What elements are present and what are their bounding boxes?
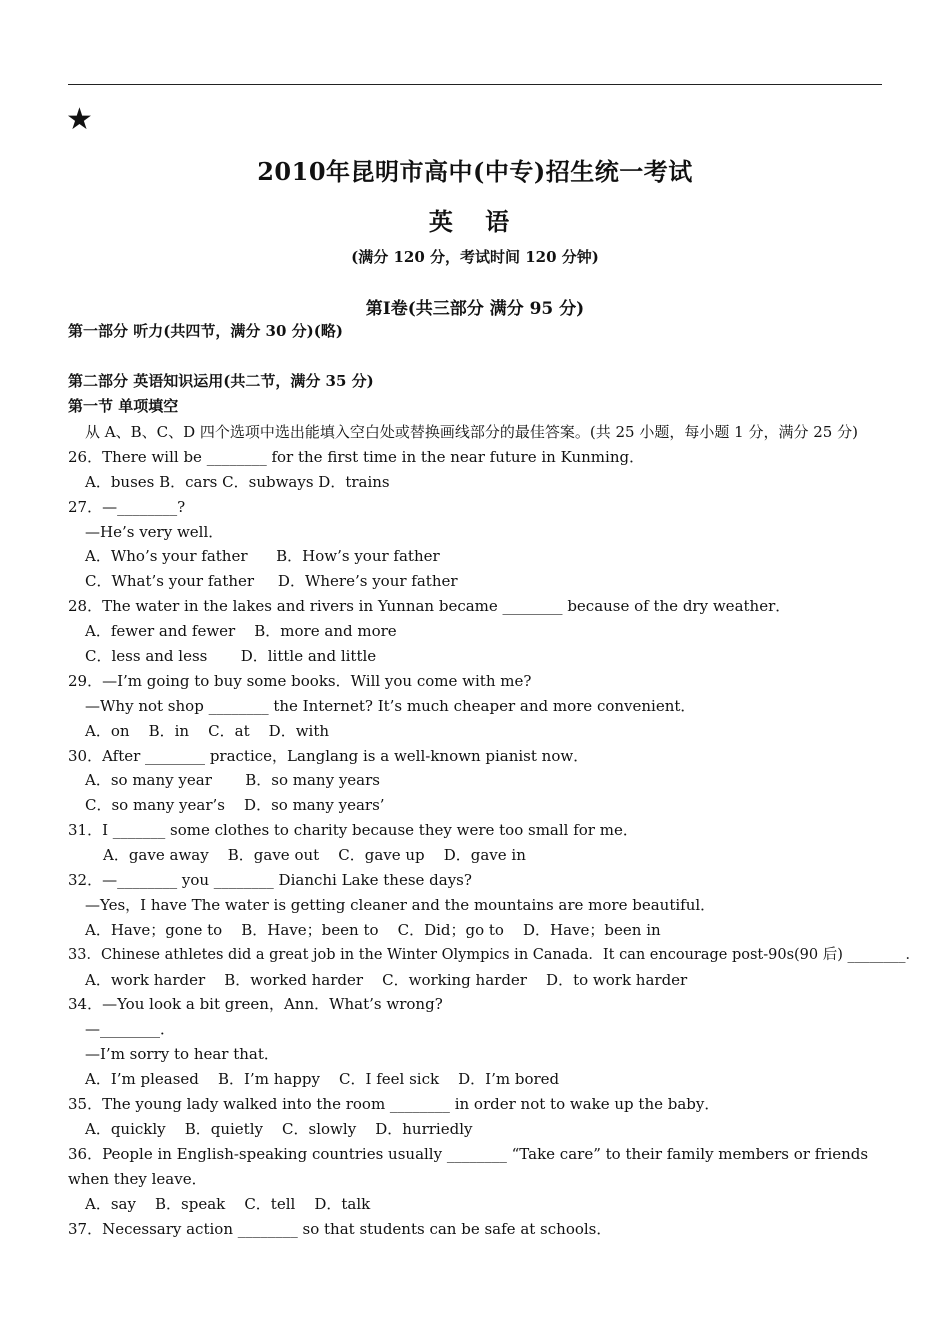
options-35: A．quickly B．quietly C．slowly D．hurriedly xyxy=(85,1119,473,1138)
exam-title: 2010年昆明市高中(中专)招生统一考试 xyxy=(257,157,693,186)
question-31: 31．I _______ some clothes to charity because they were too small for me． xyxy=(68,821,638,840)
dialogue-34-blank: —________． xyxy=(85,1020,176,1039)
options-28-ab: A．fewer and fewer B．more and more xyxy=(85,622,397,641)
options-32: A．Have；gone to B．Have；been to C．Did；go to D．Have；been in xyxy=(85,920,661,939)
options-31: A．gave away B．gave out C．gave up D．gave in xyxy=(103,846,526,865)
part1-heading: 第一部分 听力(共四节，满分 30 分)(略) xyxy=(68,322,343,340)
options-29: A．on B．in C．at D．with xyxy=(85,721,330,740)
question-27: 27．—________? xyxy=(68,497,186,516)
dialogue-29: —Why not shop ________ the Internet? It’s much cheaper and more convenient． xyxy=(85,696,696,715)
options-33: A．work harder B．worked harder C．working harder D．to work harder xyxy=(85,970,688,989)
question-26: 26．There will be ________ for the first time in the near future in Kunming． xyxy=(68,447,645,466)
question-34: 34．—You look a bit green，Ann．What’s wrong? xyxy=(68,995,443,1014)
options-26: A．buses B．cars C．subways D．trains xyxy=(85,472,390,491)
star-icon: ★ xyxy=(66,102,93,137)
question-28: 28．The water in the lakes and rivers in Yunnan became ________ because of the dry weather． xyxy=(68,597,791,616)
options-34: A．I’m pleased B．I’m happy C．I feel sick D．I’m bored xyxy=(85,1070,560,1089)
dialogue-34-reply: —I’m sorry to hear that． xyxy=(85,1045,279,1064)
dialogue-32: —Yes，I have The water is getting cleaner and the mountains are more beautiful． xyxy=(85,895,716,914)
section1-heading: 第一节 单项填空 xyxy=(68,397,179,415)
question-30: 30．After ________ practice，Langlang is a well-known pianist now． xyxy=(68,746,589,765)
options-30-ab: A．so many year B．so many years xyxy=(85,771,380,790)
question-29: 29．—I’m going to buy some books．Will you come with me? xyxy=(68,671,532,690)
part2-heading: 第二部分 英语知识运用(共二节，满分 35 分) xyxy=(68,372,374,390)
options-30-cd: C．so many year’s D．so many years’ xyxy=(85,796,385,815)
dialogue-27: —He’s very well． xyxy=(85,522,224,541)
options-27-ab: A．Who’s your father B．How’s your father xyxy=(85,547,440,566)
question-37: 37．Necessary action ________ so that students can be safe at schools． xyxy=(68,1219,612,1238)
top-rule xyxy=(68,84,882,85)
options-27-cd: C．What’s your father D．Where’s your father xyxy=(85,572,458,591)
question-36: 36．People in English-speaking countries usually ________ “Take care” to their family members or friends when they leave． xyxy=(68,1144,869,1188)
question-32: 32．—________ you ________ Dianchi Lake these days? xyxy=(68,871,472,890)
options-36: A．say B．speak C．tell D．talk xyxy=(85,1194,371,1213)
question-35: 35．The young lady walked into the room ________ in order not to wake up the baby． xyxy=(68,1095,720,1114)
question-body xyxy=(68,420,921,1241)
question-33: 33．Chinese athletes did a great job in the Winter Olympics in Canada．It can encourage post-90s(90 后) ________． xyxy=(68,946,921,963)
volume-heading: 第Ⅰ卷(共三部分 满分 95 分) xyxy=(365,299,585,319)
exam-subject: 英 语 xyxy=(428,207,522,236)
instructions: 从 A、B、C、D 四个选项中选出能填入空白处或替换画线部分的最佳答案。(共 25 小题，每小题 1 分，满分 25 分) xyxy=(85,423,858,441)
options-28-cd: C．less and less D．little and little xyxy=(85,647,377,666)
score-time-note: (满分 120 分，考试时间 120 分钟) xyxy=(351,248,599,266)
